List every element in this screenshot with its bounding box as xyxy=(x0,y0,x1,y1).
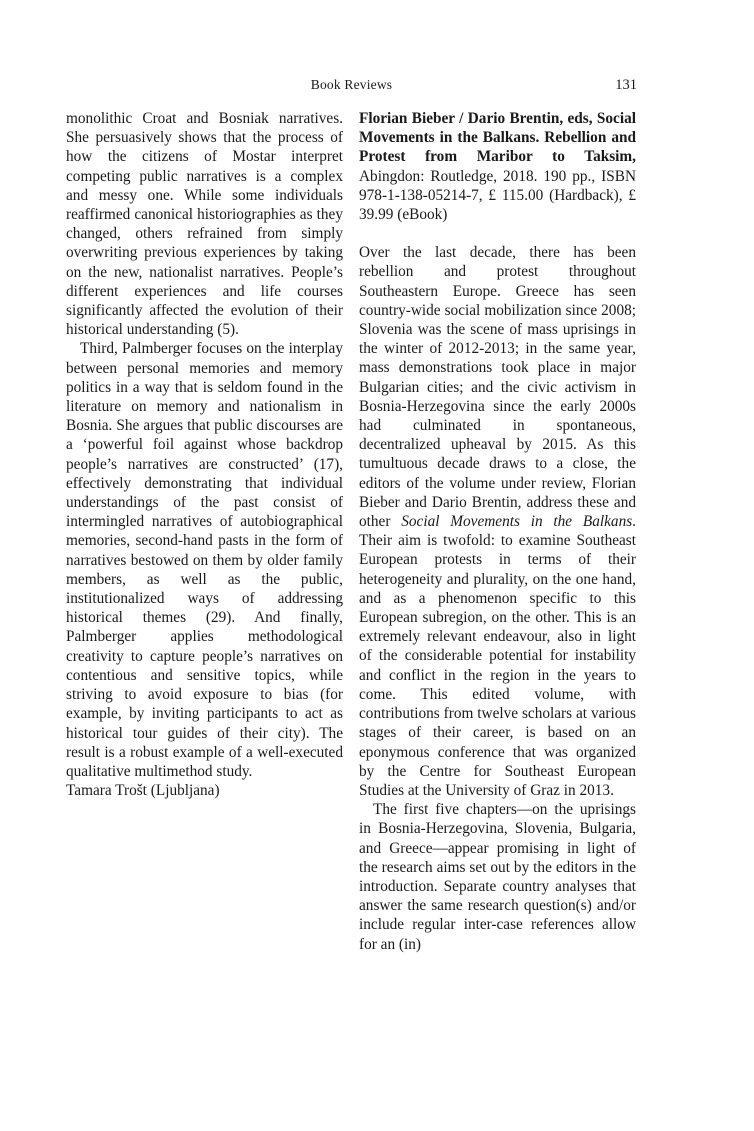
body-paragraph: Third, Palmberger focuses on the interplay between personal memories and memory politics in a way that is seldom found in the literature on memory and nationalism in Bosnia. She argues that public discourses are a ‘powerful foil against whose backdrop people’s narratives are constructed’ (17), effectively demonstrating that individual understandings of the past consist of intermingled narratives of autobiographical memories, second-hand pasts in the form of narratives bestowed on them by older family members, as well as the public, institutionalized ways of addressing historical themes (29). And finally, Palmberger applies methodological creativity to capture people’s narratives on contentious and sensitive topics, while striving to avoid exposure to bias (for example, by inviting participants to act as historical tour guides of their city). The result is a robust example of a well-executed qualitative multimethod study. xyxy=(66,340,343,780)
right-column xyxy=(359,109,636,954)
book-citation xyxy=(359,109,636,224)
body-paragraph: monolithic Croat and Bosniak narratives. She persuasively shows that the process of how the citizens of Mostar interpret competing public narratives is a complex and messy one. While some individuals reaffirmed canonical historiographies as they changed, others refrained from simply overwriting previous experiences by taking on the new, nationalist narratives. People’s different experiences and life courses significantly affected the evolution of their historical understanding (5). xyxy=(66,110,343,339)
body-text: Over the last decade, there has been rebellion and protest throughout Southeastern Europe. Greece has seen country-wide social mobilization since 2008; Slovenia was the scene of mass uprisings in the winter of 2012-2013; in the same year, mass demonstrations took place in major Bulgarian cities; and the civic activism in Bosnia-Herzegovina since the early 2000s had culminated in spontaneous, decentralized upheaval by 2015. As this tumultuous decade draws to a close, the editors of the volume under review, Florian Bieber and Dario Brentin, address these and other xyxy=(359,244,636,531)
italic-title: Social Movements in the Balkans xyxy=(401,513,633,531)
spacer xyxy=(359,224,636,243)
running-head: Book Reviews xyxy=(310,77,393,92)
body-paragraph: The first five chapters—on the uprisings in Bosnia-Herzegovina, Slovenia, Bulgaria, and Greece—appear promising in light of the research aims set out by the editors in the introduction. Separate country analyses that answer the same research question(s) and/or include regular inter-case references allow for an (in) xyxy=(359,801,636,953)
body-text: . Their aim is twofold: to examine Southeast European protests in terms of their heterogeneity and plurality, on the one hand, and as a phenomenon specific to this European subregion, on the other. This is an extremely relevant endeavour, also in light of the considerable potential for instability and conflict in the region in the years to come. This edited volume, with contributions from twelve scholars at various stages of their career, is based on an eponymous conference that was organized by the Centre for Southeast European Studies at the University of Graz in 2013. xyxy=(359,513,636,799)
left-column xyxy=(66,109,343,800)
reviewer-signature: Tamara Trošt (Ljubljana) xyxy=(66,782,220,800)
body-paragraph xyxy=(359,243,636,800)
book-publication-details: Abingdon: Routledge, 2018. 190 pp., ISBN 978-1-138-05214-7, £ 115.00 (Hardback), £ 39.99 (eBook) xyxy=(359,167,636,224)
page-header xyxy=(66,77,637,97)
book-title: Florian Bieber / Dario Brentin, eds, Social Movements in the Balkans. Rebellion and Protest from Maribor to Taksim, xyxy=(359,110,636,166)
page-number: 131 xyxy=(615,77,637,93)
